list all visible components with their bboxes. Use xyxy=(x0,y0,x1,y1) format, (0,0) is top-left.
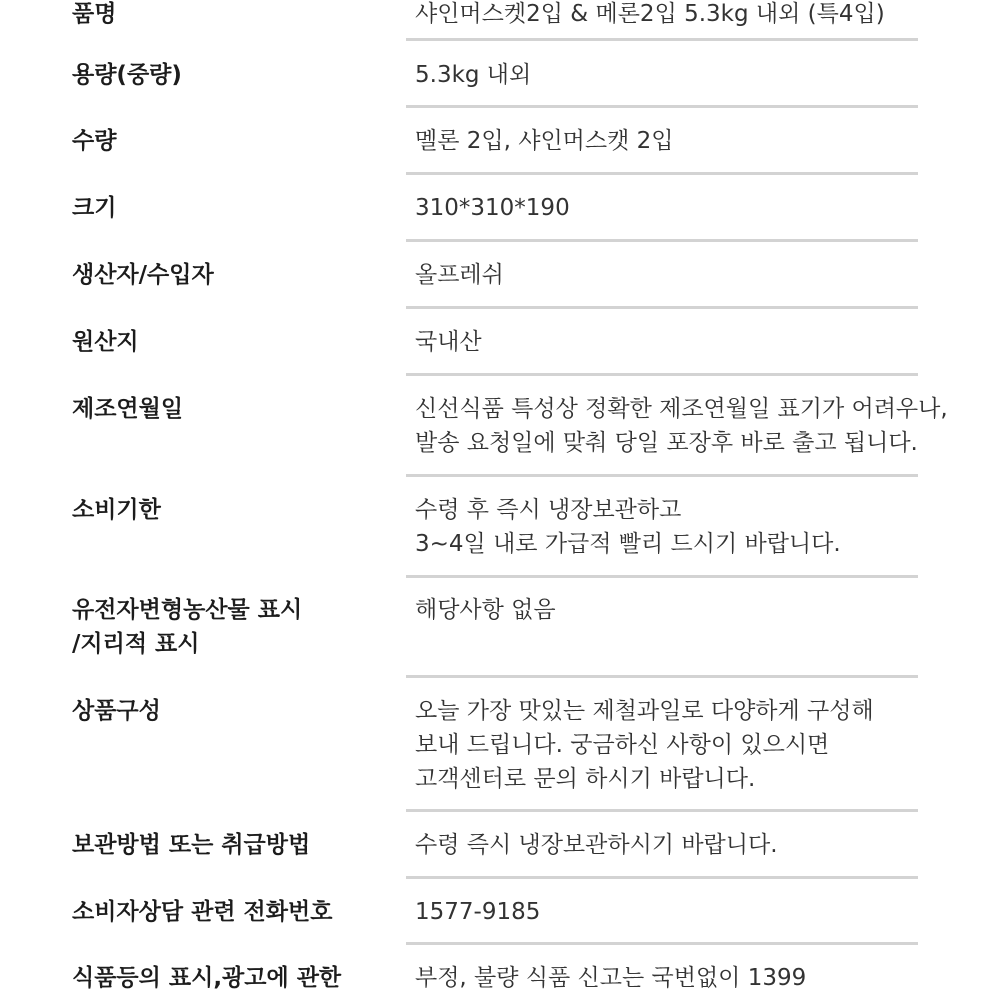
row-label: 소비자상담 관련 전화번호 xyxy=(72,899,333,925)
row-divider xyxy=(406,306,918,309)
row-divider xyxy=(406,575,918,578)
row-value: 샤인머스켓2입 & 메론2입 5.3kg 내외 (특4입) xyxy=(415,1,885,27)
row-divider xyxy=(406,38,918,41)
row-label: 원산지 xyxy=(72,329,139,355)
row-value: 국내산 xyxy=(415,329,482,355)
row-value: 310*310*190 xyxy=(415,195,570,221)
row-value: 5.3kg 내외 xyxy=(415,62,532,88)
row-value: 1577-9185 xyxy=(415,899,541,925)
row-value: 신선식품 특성상 정확한 제조연월일 표기가 어려우나, 발송 요청일에 맞춰 당일 포장후 바로 출고 됩니다. xyxy=(415,396,948,456)
row-label: 제조연월일 xyxy=(72,396,184,422)
row-divider xyxy=(406,373,918,376)
row-value: 부정, 불량 식품 신고는 국번없이 1399 xyxy=(415,965,807,991)
row-label: 생산자/수입자 xyxy=(72,262,214,288)
row-value: 멜론 2입, 샤인머스캣 2입 xyxy=(415,128,674,154)
row-value: 오늘 가장 맛있는 제철과일로 다양하게 구성해 보내 드립니다. 궁금하신 사항이 있으시면 고객센터로 문의 하시기 바랍니다. xyxy=(415,698,874,792)
row-label: 식품등의 표시,광고에 관한 xyxy=(72,965,342,991)
row-label: 상품구성 xyxy=(72,698,161,724)
row-divider xyxy=(406,675,918,678)
row-divider xyxy=(406,809,918,812)
row-label: 용량(중량) xyxy=(72,62,182,88)
row-label: 소비기한 xyxy=(72,497,161,523)
row-divider xyxy=(406,942,918,945)
row-divider xyxy=(406,172,918,175)
row-label: 크기 xyxy=(72,195,117,221)
row-label: 유전자변형농산물 표시 /지리적 표시 xyxy=(72,597,303,657)
row-value: 해당사항 없음 xyxy=(415,597,556,623)
row-value: 올프레쉬 xyxy=(415,262,504,288)
row-label: 수량 xyxy=(72,128,117,154)
row-divider xyxy=(406,105,918,108)
row-value: 수령 즉시 냉장보관하시기 바랍니다. xyxy=(415,832,778,858)
row-value: 수령 후 즉시 냉장보관하고 3~4일 내로 가급적 빨리 드시기 바랍니다. xyxy=(415,497,841,557)
row-divider xyxy=(406,474,918,477)
row-label: 품명 xyxy=(72,1,117,27)
row-label: 보관방법 또는 취급방법 xyxy=(72,832,311,858)
row-divider xyxy=(406,876,918,879)
row-divider xyxy=(406,239,918,242)
